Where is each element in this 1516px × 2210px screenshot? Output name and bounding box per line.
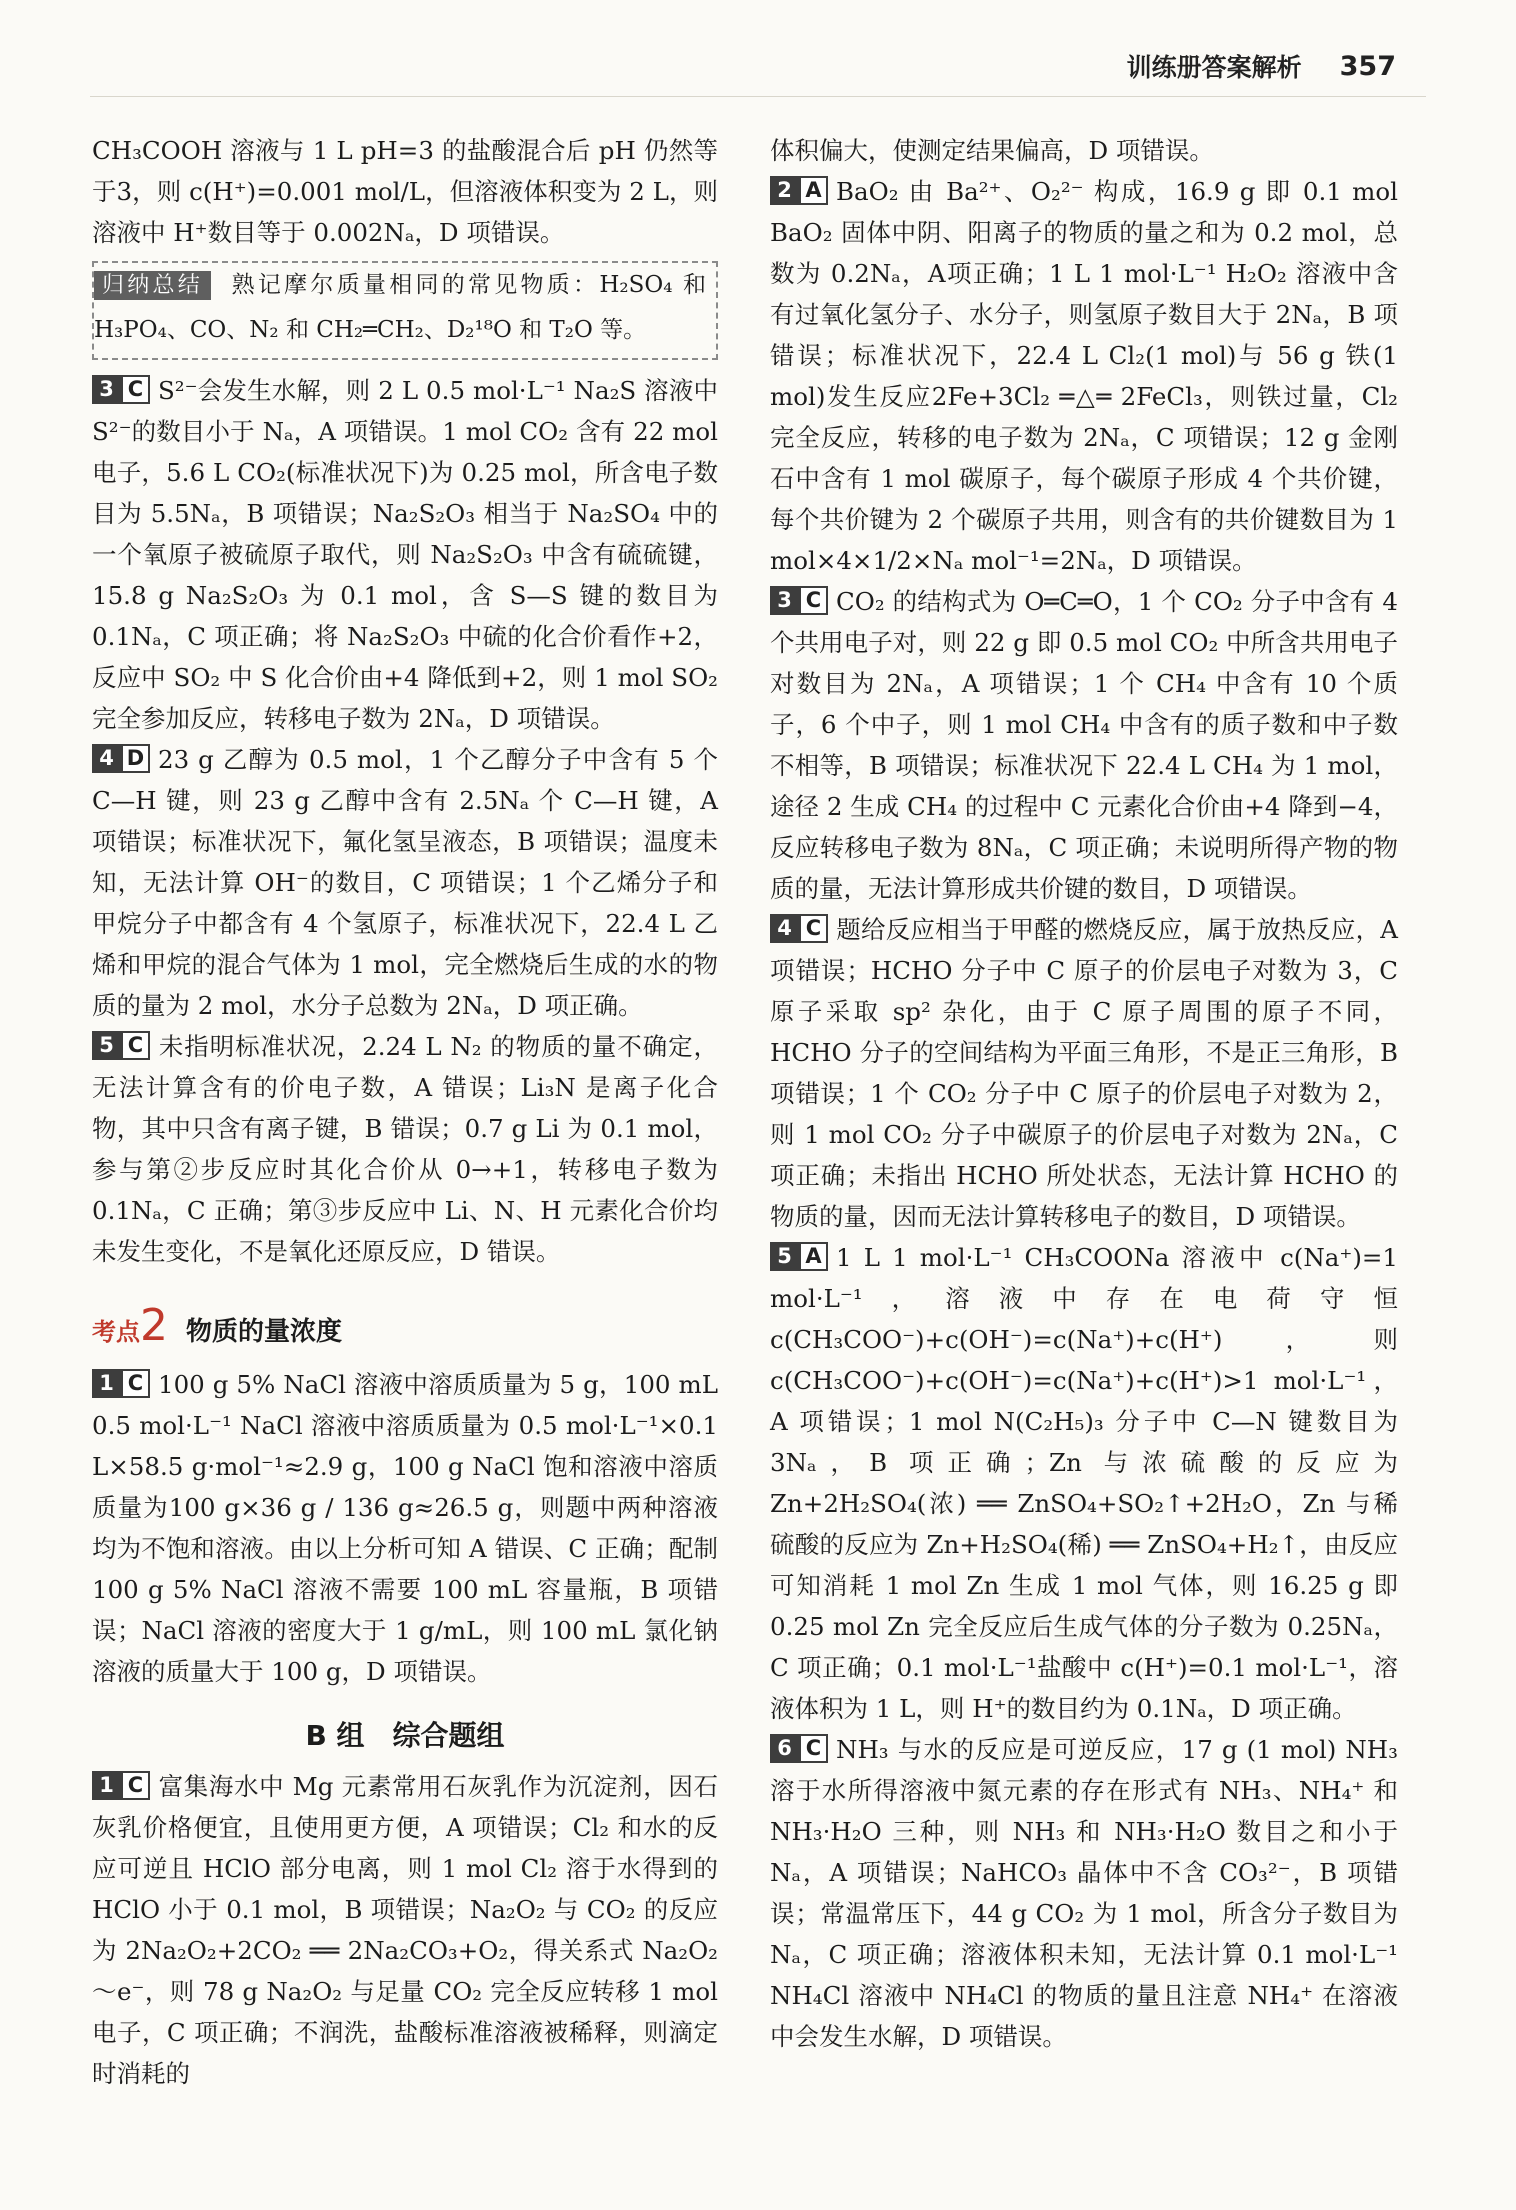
- paragraph-continuation: 体积偏大，使测定结果偏高，D 项错误。: [770, 136, 1214, 165]
- kaodian-prefix: 考点: [92, 1318, 140, 1346]
- question-number: 6: [770, 1734, 799, 1763]
- answer-tag: [92, 1369, 150, 1398]
- kaodian-number: 2: [140, 1300, 168, 1351]
- summary-label: 归纳总结: [94, 271, 211, 300]
- answer-b6: [770, 1729, 1398, 2057]
- answer-tag: [770, 1242, 828, 1271]
- answer-tag: [770, 914, 828, 943]
- answer-b4: [770, 909, 1398, 1237]
- answer-tag: [770, 176, 828, 205]
- section-heading: B 组 综合题组: [305, 1719, 505, 1752]
- header-divider: [90, 96, 1426, 97]
- answer-a5: [92, 1026, 718, 1272]
- question-number: 2: [770, 176, 799, 205]
- answer-tag: [92, 744, 150, 773]
- answer-letter: C: [799, 586, 828, 615]
- left-column: [92, 130, 718, 2094]
- answer-letter: C: [121, 1031, 150, 1060]
- answer-text: CO₂ 的结构式为 O═C═O，1 个 CO₂ 分子中含有 4 个共用电子对，则 22 g 即 0.5 mol CO₂ 中所含共用电子对数目为 2Nₐ，A 项错误；1 个 CH₄ 中含有 10 个质子，6 个中子，则 1 mol CH₄ 中含有的质子数和中子数不相等，B 项错误；标准状况下 22.4 L CH₄ 为 1 mol，途径 2 生成 CH₄ 的过程中 C 元素化合价由+4 降到−4，反应转移电子数为 8Nₐ，C 项正确；未说明所得产物的物质的量，无法计算形成共价键的数目，D 项错误。: [770, 587, 1398, 903]
- answer-letter: C: [121, 375, 150, 404]
- answer-text: 100 g 5% NaCl 溶液中溶质质量为 5 g，100 mL 0.5 mol·L⁻¹ NaCl 溶液中溶质质量为 0.5 mol·L⁻¹×0.1 L×58.5 g·mol⁻¹≈2.9 g，100 g NaCl 饱和溶液中溶质质量为100 g×36 g / 136 g≈26.5 g，则题中两种溶液均为不饱和溶液。由以上分析可知 A 错误、C 正确；配制 100 g 5% NaCl 溶液不需要 100 mL 容量瓶，B 项错误；NaCl 溶液的密度大于 1 g/mL，则 100 mL 氯化钠溶液的质量大于 100 g，D 项错误。: [92, 1370, 718, 1686]
- kaodian-heading: [92, 1300, 718, 1358]
- page-header: [1127, 48, 1396, 84]
- answer-k1: [92, 1364, 718, 1692]
- answer-b2: [770, 171, 1398, 581]
- answer-letter: C: [121, 1771, 150, 1800]
- answer-letter: C: [799, 1734, 828, 1763]
- answer-text: NH₃ 与水的反应是可逆反应，17 g (1 mol) NH₃ 溶于水所得溶液中氮元素的存在形式有 NH₃、NH₄⁺ 和 NH₃·H₂O 三种，则 NH₃ 和 NH₃·H₂O 数目之和小于 Nₐ，A 项错误；NaHCO₃ 晶体中不含 CO₃²⁻，B 项错误；常温常压下，44 g CO₂ 为 1 mol，所含分子数目为 Nₐ，C 项正确；溶液体积未知，无法计算 0.1 mol·L⁻¹ NH₄Cl 溶液中 NH₄Cl 的物质的量且注意 NH₄⁺ 在溶液中会发生水解，D 项错误。: [770, 1735, 1398, 2051]
- right-column: [770, 130, 1398, 2057]
- page-number: 357: [1339, 50, 1396, 82]
- question-number: 4: [92, 744, 121, 773]
- summary-text: 熟记摩尔质量相同的常见物质：H₂SO₄ 和 H₃PO₄、CO、N₂ 和 CH₂═CH₂、D₂¹⁸O 和 T₂O 等。: [94, 272, 706, 343]
- answer-text: 23 g 乙醇为 0.5 mol，1 个乙醇分子中含有 5 个 C—H 键，则 23 g 乙醇中含有 2.5Nₐ 个 C—H 键，A 项错误；标准状况下，氟化氢呈液态，B 项错误；温度未知，无法计算 OH⁻的数目，C 项错误；1 个乙烯分子和甲烷分子中都含有 4 个氢原子，标准状况下，22.4 L 乙烯和甲烷的混合气体为 1 mol，完全燃烧后生成的水的物质的量为 2 mol，水分子总数为 2Nₐ，D 项正确。: [92, 745, 718, 1020]
- answer-tag: [770, 586, 828, 615]
- answer-a4: [92, 739, 718, 1026]
- question-number: 1: [92, 1369, 121, 1398]
- question-number: 3: [770, 586, 799, 615]
- answer-tag: [770, 1734, 828, 1763]
- question-number: 5: [92, 1031, 121, 1060]
- question-number: 4: [770, 914, 799, 943]
- kaodian-title: 物质的量浓度: [186, 1317, 343, 1347]
- answer-text: S²⁻会发生水解，则 2 L 0.5 mol·L⁻¹ Na₂S 溶液中 S²⁻的数目小于 Nₐ，A 项错误。1 mol CO₂ 含有 22 mol 电子，5.6 L CO₂(标准状况下)为 0.25 mol，所含电子数目为 5.5Nₐ，B 项错误；Na₂S₂O₃ 相当于 Na₂SO₄ 中的一个氧原子被硫原子取代，则 Na₂S₂O₃ 中含有硫硫键，15.8 g Na₂S₂O₃ 为 0.1 mol，含 S—S 键的数目为 0.1Nₐ，C 项正确；将 Na₂S₂O₃ 中硫的化合价看作+2，反应中 SO₂ 中 S 化合价由+4 降低到+2，则 1 mol SO₂ 完全参加反应，转移电子数为 2Nₐ，D 项错误。: [92, 376, 718, 733]
- answer-tag: [92, 375, 150, 404]
- answer-text: BaO₂ 由 Ba²⁺、O₂²⁻ 构成，16.9 g 即 0.1 mol BaO₂ 固体中阴、阳离子的物质的量之和为 0.2 mol，总数为 0.2Nₐ，A项正确；1 L 1 mol·L⁻¹ H₂O₂ 溶液中含有过氧化氢分子、水分子，则氢原子数目大于 2Nₐ，B 项错误；标准状况下，22.4 L Cl₂(1 mol)与 56 g 铁(1 mol)发生反应2Fe+3Cl₂ ═△═ 2FeCl₃，则铁过量，Cl₂ 完全反应，转移的电子数为 2Nₐ，C 项错误；12 g 金刚石中含有 1 mol 碳原子，每个碳原子形成 4 个共价键，每个共价键为 2 个碳原子共用，则含有的共价键数目为 1 mol×4×1/2×Nₐ mol⁻¹=2Nₐ，D 项错误。: [770, 177, 1398, 575]
- question-number: 5: [770, 1242, 799, 1271]
- answer-a3: [92, 370, 718, 739]
- summary-box: [92, 261, 718, 360]
- answer-letter: A: [799, 1242, 828, 1271]
- question-number: 3: [92, 375, 121, 404]
- answer-tag: [92, 1771, 150, 1800]
- answer-letter: C: [121, 1369, 150, 1398]
- answer-text: 未指明标准状况，2.24 L N₂ 的物质的量不确定，无法计算含有的价电子数，A 错误；Li₃N 是离子化合物，其中只含有离子键，B 错误；0.7 g Li 为 0.1 mol，参与第②步反应时其化合价从 0→+1，转移电子数为 0.1Nₐ，C 正确；第③步反应中 Li、N、H 元素化合价均未发生变化，不是氧化还原反应，D 错误。: [92, 1032, 718, 1266]
- paragraph-continuation: CH₃COOH 溶液与 1 L pH=3 的盐酸混合后 pH 仍然等于3，则 c(H⁺)=0.001 mol/L，但溶液体积变为 2 L，则溶液中 H⁺数目等于 0.002Nₐ，D 项错误。: [92, 136, 718, 247]
- answer-text: 题给反应相当于甲醛的燃烧反应，属于放热反应，A 项错误；HCHO 分子中 C 原子的价层电子对数为 3，C 原子采取 sp² 杂化，由于 C 原子周围的原子不同，HCHO 分子的空间结构为平面三角形，不是正三角形，B 项错误；1 个 CO₂ 分子中 C 原子的价层电子对数为 2，则 1 mol CO₂ 分子中碳原子的价层电子对数为 2Nₐ，C 项正确；未指出 HCHO 所处状态，无法计算 HCHO 的物质的量，因而无法计算转移电子的数目，D 项错误。: [770, 915, 1398, 1231]
- answer-letter: C: [799, 914, 828, 943]
- answer-b5: [770, 1237, 1398, 1729]
- header-title: 训练册答案解析: [1126, 53, 1302, 82]
- answer-tag: [92, 1031, 150, 1060]
- answer-b1: [92, 1766, 718, 2094]
- answer-letter: D: [121, 744, 150, 773]
- answer-text: 1 L 1 mol·L⁻¹ CH₃COONa 溶液中 c(Na⁺)=1 mol·L⁻¹，溶液中存在电荷守恒 c(CH₃COO⁻)+c(OH⁻)=c(Na⁺)+c(H⁺)，则 c(CH₃COO⁻)+c(OH⁻)=c(Na⁺)+c(H⁺)>1 mol·L⁻¹，A 项错误；1 mol N(C₂H₅)₃ 分子中 C—N 键数目为 3Nₐ，B 项正确；Zn 与浓硫酸的反应为 Zn+2H₂SO₄(浓) ══ ZnSO₄+SO₂↑+2H₂O，Zn 与稀硫酸的反应为 Zn+H₂SO₄(稀) ══ ZnSO₄+H₂↑，由反应可知消耗 1 mol Zn 生成 1 mol 气体，则 16.25 g 即 0.25 mol Zn 完全反应后生成气体的分子数为 0.25Nₐ，C 项正确；0.1 mol·L⁻¹盐酸中 c(H⁺)=0.1 mol·L⁻¹，溶液体积为 1 L，则 H⁺的数目约为 0.1Nₐ，D 项正确。: [770, 1243, 1398, 1723]
- question-number: 1: [92, 1771, 121, 1800]
- answer-text: 富集海水中 Mg 元素常用石灰乳作为沉淀剂，因石灰乳价格便宜，且使用更方便，A 项错误；Cl₂ 和水的反应可逆且 HClO 部分电离，则 1 mol Cl₂ 溶于水得到的 HClO 小于 0.1 mol，B 项错误；Na₂O₂ 与 CO₂ 的反应为 2Na₂O₂+2CO₂ ══ 2Na₂CO₃+O₂，得关系式 Na₂O₂～e⁻，则 78 g Na₂O₂ 与足量 CO₂ 完全反应转移 1 mol 电子，C 项正确；不润洗，盐酸标准溶液被稀释，则滴定时消耗的: [92, 1772, 718, 2088]
- answer-letter: A: [799, 176, 828, 205]
- answer-b3: [770, 581, 1398, 909]
